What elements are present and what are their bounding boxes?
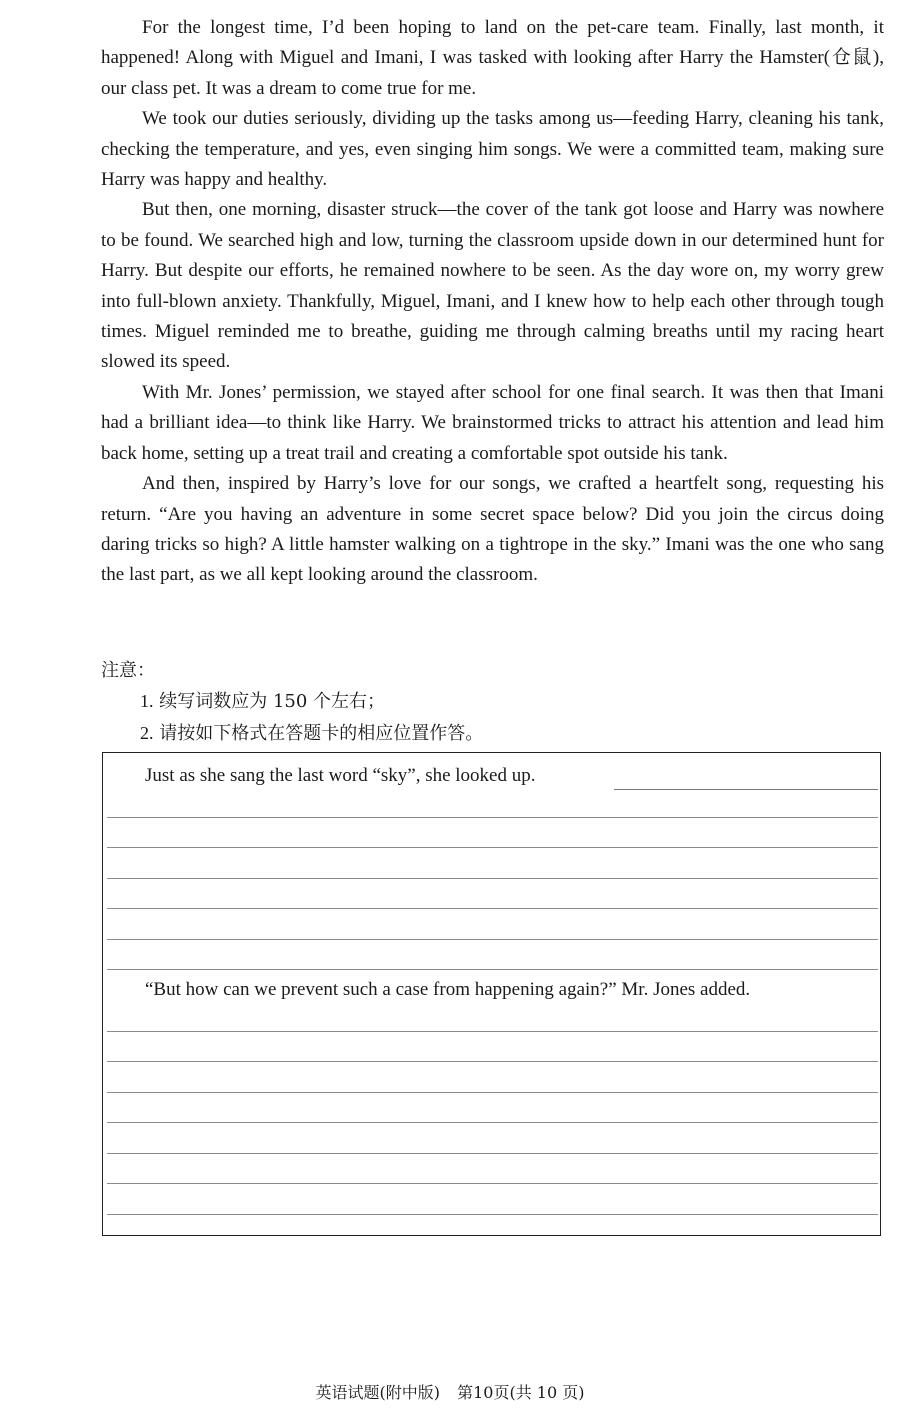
reading-passage [101,13,884,591]
writing-line[interactable] [107,908,878,909]
answer-box [102,752,881,1236]
writing-line[interactable] [107,878,878,879]
page-number: 第10页(共 10 页) [457,1383,585,1402]
writing-line[interactable] [107,817,878,818]
instruction-item [140,686,884,717]
page-footer [0,1380,900,1403]
instruction-text: 请按如下格式在答题卡的相应位置作答。 [159,722,484,744]
instruction-number: 1. [140,691,154,712]
instructions-title: 注意： [101,660,155,681]
passage-paragraph: We took our duties seriously, dividing up the tasks among us—feeding Harry, cleaning his tank, checking the temperature, and yes, even singing him songs. We were a committed team, making sure Harry was happy and healthy. [101,108,884,191]
writing-line[interactable] [107,1153,878,1154]
instruction-text: 续写词数应为 150 个左右； [159,691,386,713]
passage-paragraph: For the longest time, I’d been hoping to land on the pet-care team. Finally, last month, it happened! Along with Miguel and Imani, I was tasked with looking after Harry the Hamster(仓鼠), our class pet. It was a dream to come true for me. [101,17,884,99]
writing-line[interactable] [107,1214,878,1215]
writing-line[interactable] [107,1122,878,1123]
continuation-prompt-1: Just as she sang the last word “sky”, she looked up. [145,765,536,786]
instructions-list [101,686,884,749]
writing-line[interactable] [614,789,878,790]
writing-line[interactable] [107,939,878,940]
passage-paragraph: And then, inspired by Harry’s love for our songs, we crafted a heartfelt song, requesting his return. “Are you having an adventure in some secret space below? Did you join the circus doing daring tricks so high? A little hamster walking on a tightrope in the sky.” Imani was the one who sang the last part, as we all kept looking around the classroom. [101,473,884,586]
writing-line[interactable] [107,847,878,848]
writing-line[interactable] [107,1061,878,1062]
passage-paragraph: But then, one morning, disaster struck—the cover of the tank got loose and Harry was nowhere to be found. We searched high and low, turning the classroom upside down in our determined hunt for Harry. But despite our efforts, he remained nowhere to be seen. As the day wore on, my worry grew into full-blown anxiety. Thankfully, Miguel, Imani, and I knew how to help each other through tough times. Miguel reminded me to breathe, guiding me through calming breaths until my racing heart slowed its speed. [101,199,884,373]
continuation-prompt-2: “But how can we prevent such a case from happening again?” Mr. Jones added. [145,979,751,1000]
exam-subject: 英语试题(附中版) [315,1383,440,1402]
passage-paragraph: With Mr. Jones’ permission, we stayed after school for one final search. It was then that Imani had a brilliant idea—to think like Harry. We brainstormed tricks to attract his attention and lead him back home, setting up a treat trail and creating a comfortable spot outside his tank. [101,381,884,464]
instructions [101,656,884,749]
writing-line[interactable] [107,1031,878,1032]
instruction-item [140,718,884,749]
writing-line[interactable] [107,969,878,970]
writing-line[interactable] [107,1092,878,1093]
writing-line[interactable] [107,1183,878,1184]
instruction-number: 2. [140,722,154,743]
